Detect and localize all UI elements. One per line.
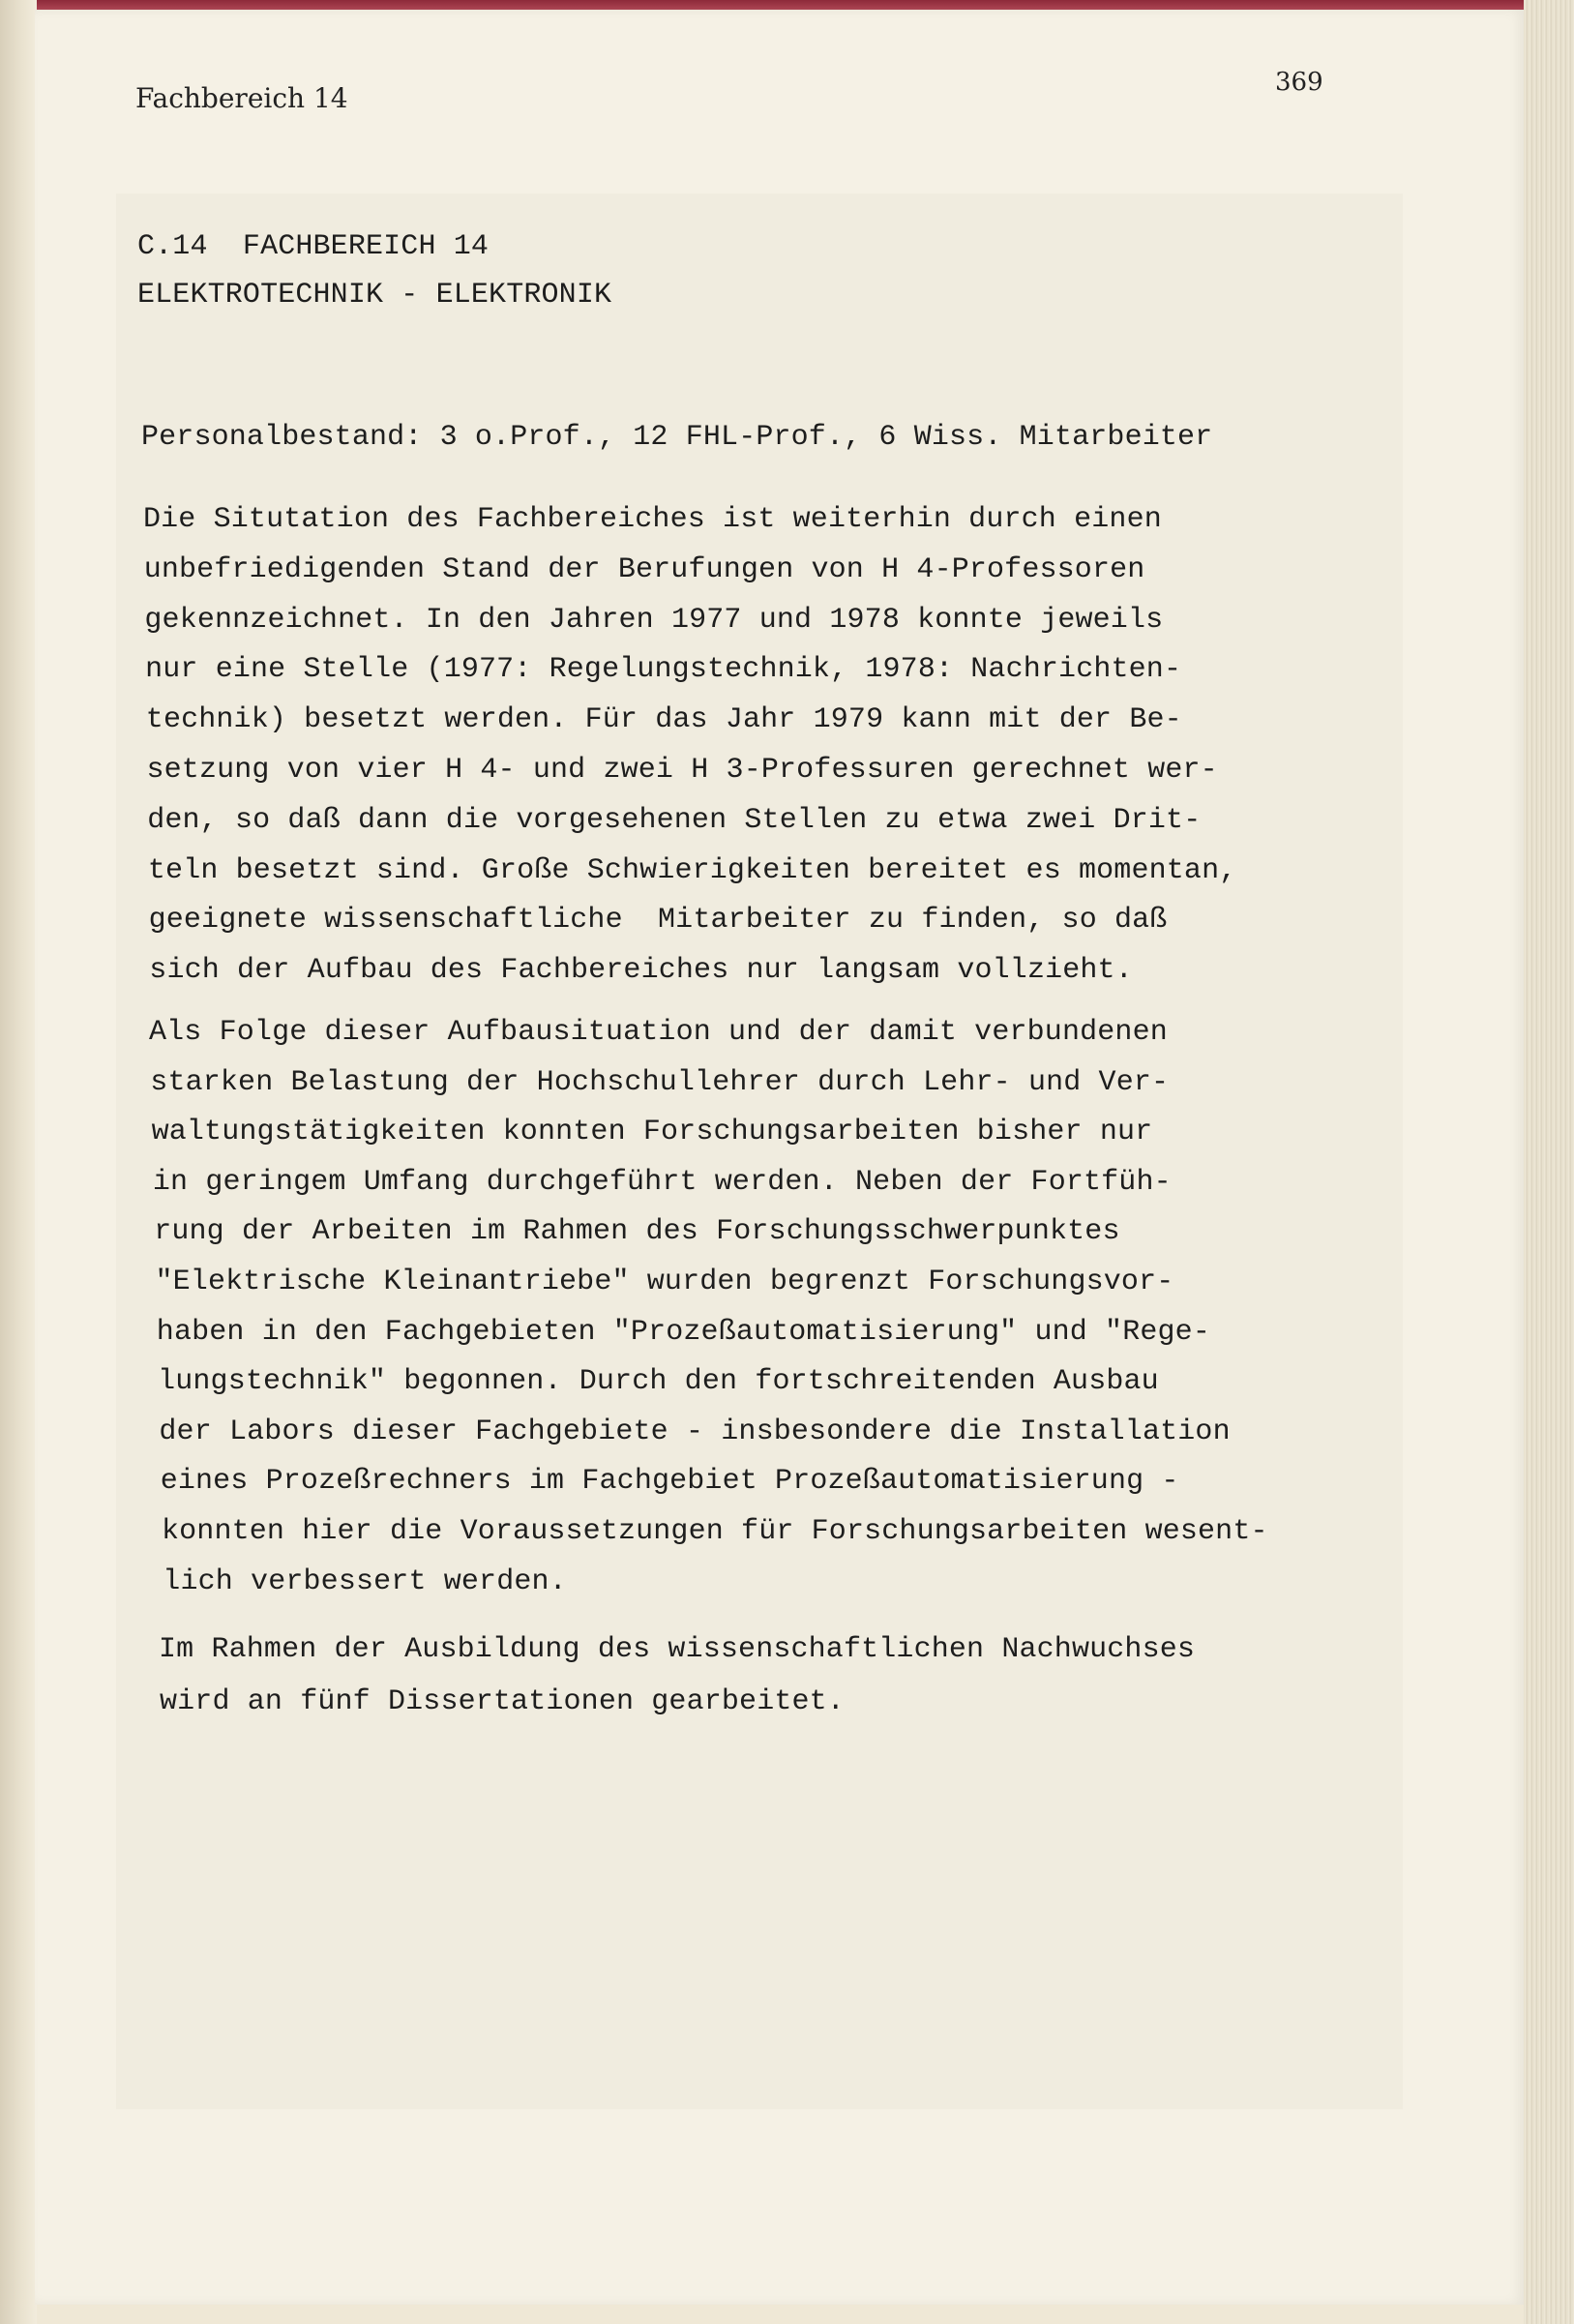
paragraph-line: haben in den Fachgebieten "Prozeßautomatisierung" und "Rege- <box>156 1315 1210 1349</box>
section-heading-number: C.14 FACHBEREICH 14 <box>137 230 490 263</box>
book-gutter <box>0 0 37 2324</box>
paragraph-line: technik) besetzt werden. Für das Jahr 1979 kann mit der Be- <box>145 703 1182 737</box>
paragraph-line: den, so daß dann die vorgesehenen Stellen zu etwa zwei Drit- <box>147 803 1202 837</box>
paragraph-line: "Elektrische Kleinantriebe" wurden begrenzt Forschungsvor- <box>155 1266 1174 1298</box>
paragraph-line: nur eine Stelle (1977: Regelungstechnik, 1978: Nachrichten- <box>145 653 1182 687</box>
section-heading-title: ELEKTROTECHNIK - ELEKTRONIK <box>137 279 612 312</box>
paragraph-line: lich verbessert werden. <box>163 1564 567 1598</box>
paragraph-line: Im Rahmen der Ausbildung des wissenschaftlichen Nachwuchses <box>159 1633 1196 1666</box>
paragraph-line: waltungstätigkeiten konnten Forschungsarbeiten bisher nur <box>151 1116 1153 1149</box>
paragraph-line: starken Belastung der Hochschullehrer durch Lehr- und Ver- <box>150 1065 1170 1099</box>
paragraph-line: Die Situtation des Fachbereiches ist weiterhin durch einen <box>143 503 1162 536</box>
paragraph-line: rung der Arbeiten im Rahmen des Forschungsschwerpunktes <box>154 1215 1120 1249</box>
page-number: 369 <box>1275 68 1323 97</box>
paragraph-line: der Labors dieser Fachgebiete - insbesondere die Installation <box>159 1415 1231 1448</box>
paragraph-line: wird an fünf Dissertationen gearbeitet. <box>160 1685 845 1718</box>
paragraph-line: teln besetzt sind. Große Schwierigkeiten bereitet es momentan, <box>147 853 1237 887</box>
staff-summary: Personalbestand: 3 o.Prof., 12 FHL-Prof., 6 Wiss. Mitarbeiter <box>141 421 1213 454</box>
paragraph-line: sich der Aufbau des Fachbereiches nur langsam vollzieht. <box>149 954 1133 988</box>
paragraph-line: gekennzeichnet. In den Jahren 1977 und 1978 konnte jeweils <box>144 603 1164 637</box>
paragraph-line: lungstechnik" begonnen. Durch den fortschreitenden Ausbau <box>158 1365 1159 1399</box>
paragraph-line: geeignete wissenschaftliche Mitarbeiter zu finden, so daß <box>148 904 1168 938</box>
running-head: Fachbereich 14 <box>135 82 348 114</box>
paragraph-line: in geringem Umfang durchgeführt werden. Neben der Fortfüh- <box>152 1165 1172 1199</box>
paragraph-line: konnten hier die Voraussetzungen für Forschungsarbeiten wesent- <box>162 1515 1268 1548</box>
paragraph-line: Als Folge dieser Aufbausituation und der damit verbundenen <box>149 1016 1168 1049</box>
paragraph-line: eines Prozeßrechners im Fachgebiet Prozeßautomatisierung - <box>160 1465 1179 1499</box>
show-through-shadow <box>116 194 1403 2109</box>
paragraph-line: unbefriedigenden Stand der Berufungen von H 4-Professoren <box>143 552 1145 586</box>
page-stack-edge <box>1524 0 1574 2324</box>
paragraph-line: setzung von vier H 4- und zwei H 3-Professuren gerechnet wer- <box>146 754 1218 787</box>
